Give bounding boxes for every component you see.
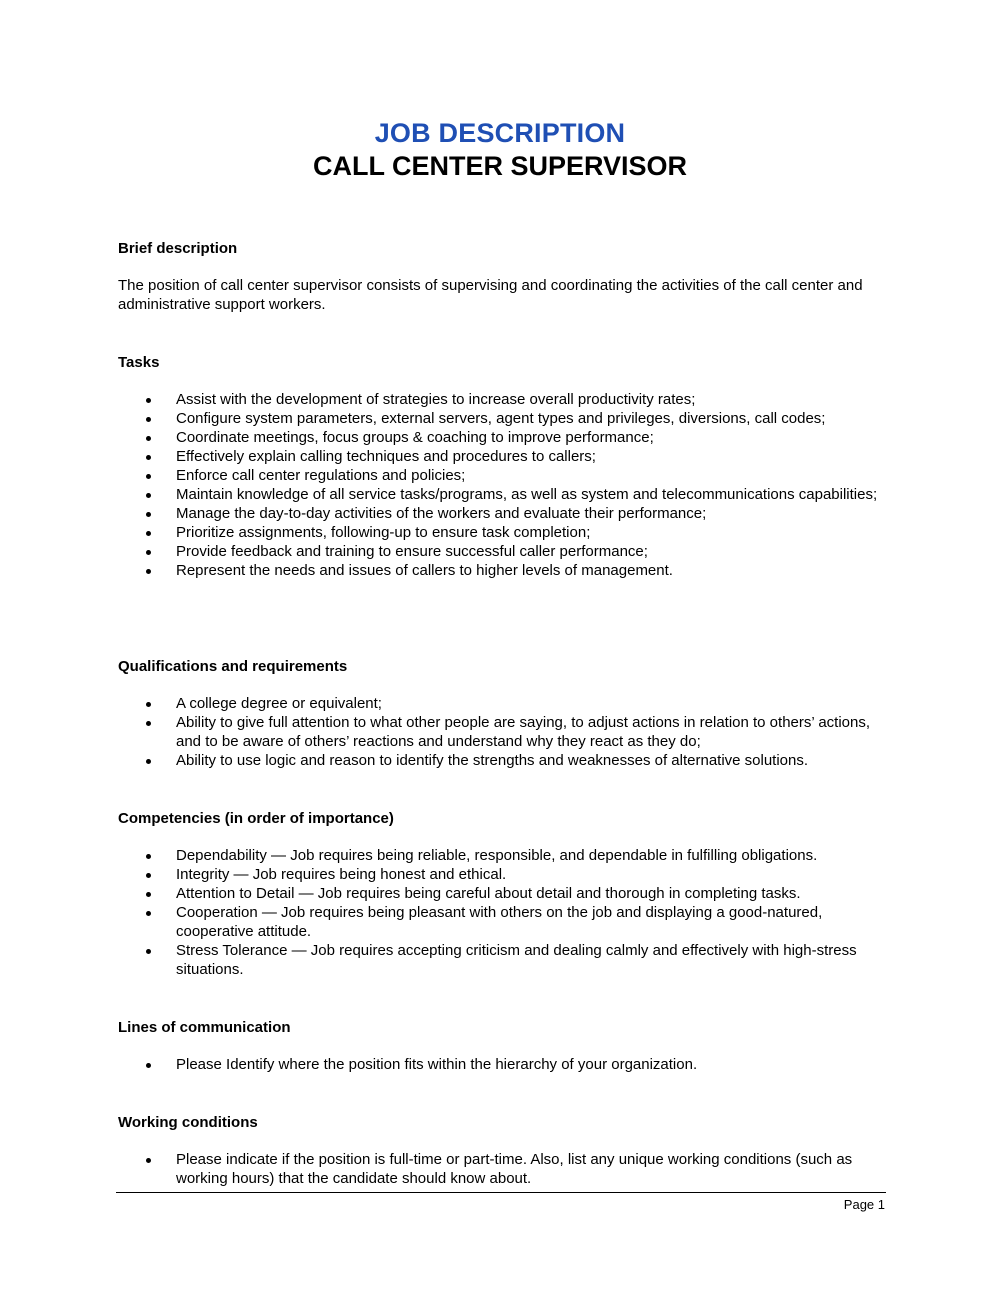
list-item-text: Ability to give full attention to what other people are saying, to adjust actions in relation to others’ actions, and to be aware of others’ reactions and understand why they react as they do;	[176, 714, 871, 750]
bullet-icon	[146, 721, 151, 726]
list-item-text: Enforce call center regulations and policies;	[176, 467, 466, 484]
list-item-text: Maintain knowledge of all service tasks/programs, as well as system and telecommunications capabilities;	[176, 486, 878, 503]
bullet-icon	[146, 550, 151, 555]
list-item	[118, 865, 888, 884]
list-item	[118, 561, 888, 580]
bullet-icon	[146, 474, 151, 479]
list-item-text: Ability to use logic and reason to identify the strengths and weaknesses of alternative solutions.	[176, 752, 809, 769]
list-item	[118, 542, 888, 561]
document-type-title: JOB DESCRIPTION	[374, 118, 626, 148]
list-item	[118, 1055, 888, 1074]
list-item	[118, 694, 888, 713]
bullet-icon	[146, 911, 151, 916]
competencies-list	[118, 846, 888, 979]
working-conditions-list	[118, 1150, 888, 1188]
brief-description-text: The position of call center supervisor consists of supervising and coordinating the activities of the call center and administrative support workers.	[118, 277, 863, 313]
competencies-section	[118, 809, 888, 979]
bullet-icon	[146, 569, 151, 574]
list-item-text: A college degree or equivalent;	[176, 695, 382, 712]
bullet-icon	[146, 455, 151, 460]
section-heading: Tasks	[118, 354, 160, 371]
bullet-icon	[146, 892, 151, 897]
list-item	[118, 713, 888, 751]
section-heading: Competencies (in order of importance)	[118, 810, 394, 827]
list-item-text: Integrity — Job requires being honest and ethical.	[176, 866, 507, 883]
list-item-text: Cooperation — Job requires being pleasant with others on the job and displaying a good-natured, cooperative attitude.	[176, 904, 823, 940]
list-item-text: Configure system parameters, external servers, agent types and privileges, diversions, call codes;	[176, 410, 826, 427]
bullet-icon	[146, 398, 151, 403]
job-title: CALL CENTER SUPERVISOR	[312, 151, 688, 181]
qualifications-section	[118, 657, 888, 770]
list-item-text: Represent the needs and issues of callers to higher levels of management.	[176, 562, 673, 579]
qualifications-list	[118, 694, 888, 770]
list-item	[118, 1150, 888, 1188]
bullet-icon	[146, 949, 151, 954]
bullet-icon	[146, 702, 151, 707]
section-heading: Lines of communication	[118, 1019, 291, 1036]
list-item-text: Attention to Detail — Job requires being careful about detail and thorough in completing tasks.	[176, 885, 801, 902]
bullet-icon	[146, 854, 151, 859]
list-item-text: Prioritize assignments, following-up to ensure task completion;	[176, 524, 591, 541]
brief-description-section	[118, 239, 888, 314]
section-heading: Working conditions	[118, 1114, 258, 1131]
list-item	[118, 447, 888, 466]
list-item-text: Stress Tolerance — Job requires accepting criticism and dealing calmly and effectively with high-stress situations.	[176, 942, 857, 978]
bullet-icon	[146, 1158, 151, 1163]
working-conditions-section	[118, 1113, 888, 1188]
bullet-icon	[146, 493, 151, 498]
list-item	[118, 485, 888, 504]
list-item-text: Please indicate if the position is full-time or part-time. Also, list any unique working conditions (such as working hours) that the candidate should know about.	[176, 1151, 853, 1187]
section-heading: Brief description	[118, 240, 238, 257]
list-item	[118, 409, 888, 428]
list-item	[118, 751, 888, 770]
list-item	[118, 428, 888, 447]
section-heading: Qualifications and requirements	[118, 658, 348, 675]
title-block	[0, 116, 1000, 182]
bullet-icon	[146, 417, 151, 422]
bullet-icon	[146, 436, 151, 441]
list-item-text: Please Identify where the position fits within the hierarchy of your organization.	[176, 1056, 698, 1073]
list-item	[118, 466, 888, 485]
list-item-text: Effectively explain calling techniques and procedures to callers;	[176, 448, 596, 465]
list-item	[118, 903, 888, 941]
tasks-list	[118, 390, 888, 580]
list-item	[118, 846, 888, 865]
tasks-section	[118, 353, 888, 580]
list-item-text: Assist with the development of strategies to increase overall productivity rates;	[176, 391, 696, 408]
list-item	[118, 504, 888, 523]
lines-of-communication-section	[118, 1018, 888, 1074]
footer-divider	[116, 1192, 886, 1193]
bullet-icon	[146, 531, 151, 536]
list-item	[118, 390, 888, 409]
bullet-icon	[146, 873, 151, 878]
bullet-icon	[146, 1063, 151, 1068]
list-item	[118, 884, 888, 903]
page-number: Page 1	[843, 1197, 885, 1212]
bullet-icon	[146, 759, 151, 764]
list-item	[118, 941, 888, 979]
list-item-text: Dependability — Job requires being reliable, responsible, and dependable in fulfilling obligations.	[176, 847, 818, 864]
list-item-text: Provide feedback and training to ensure successful caller performance;	[176, 543, 648, 560]
bullet-icon	[146, 512, 151, 517]
communication-list	[118, 1055, 888, 1074]
list-item-text: Coordinate meetings, focus groups & coaching to improve performance;	[176, 429, 654, 446]
list-item	[118, 523, 888, 542]
list-item-text: Manage the day-to-day activities of the workers and evaluate their performance;	[176, 505, 707, 522]
